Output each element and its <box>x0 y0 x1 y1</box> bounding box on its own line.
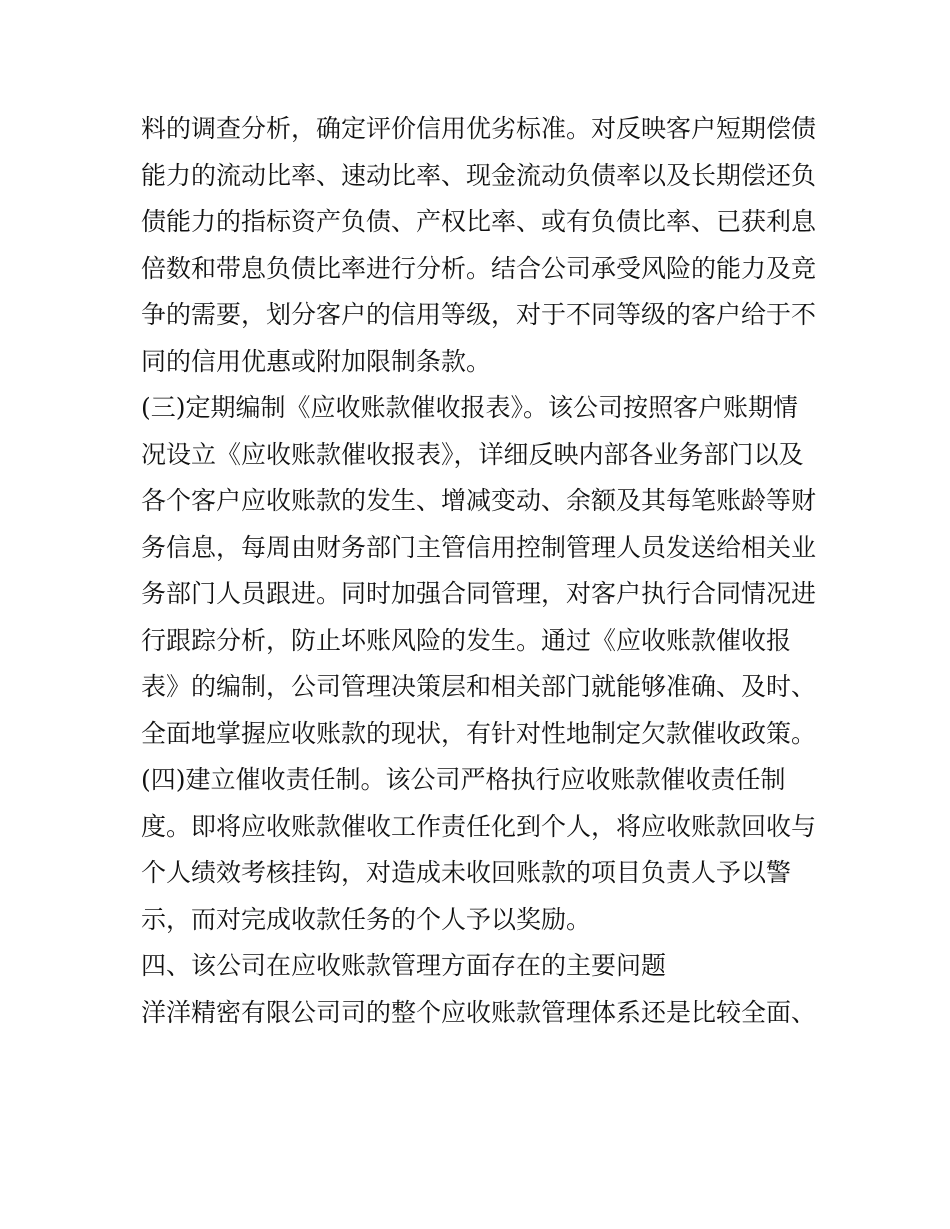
text-line: 争的需要，划分客户的信用等级，对于不同等级的客户给于不 <box>141 300 817 329</box>
text-line: 能力的流动比率、速动比率、现金流动负债率以及长期偿还负 <box>141 160 817 190</box>
text-line: 况设立《应收账款催收报表》，详细反映内部各业务部门以及 <box>141 439 804 469</box>
text-line: 洋洋精密有限公司司的整个应收账款管理体系还是比较全面、 <box>141 997 817 1027</box>
text-line: 同的信用优惠或附加限制条款。 <box>141 346 492 376</box>
text-line: 务部门人员跟进。同时加强合同管理，对客户执行合同情况进 <box>141 579 817 608</box>
text-line: 倍数和带息负债比率进行分析。结合公司承受风险的能力及竞 <box>141 253 817 283</box>
text-line: 示，而对完成收款任务的个人予以奖励。 <box>141 904 592 934</box>
document-body <box>141 106 817 1036</box>
text-line: 行跟踪分析，防止坏账风险的发生。通过《应收账款催收报 <box>141 625 792 655</box>
text-line: 务信息，每周由财务部门主管信用控制管理人员发送给相关业 <box>141 532 817 562</box>
text-line: 各个客户应收账款的发生、增减变动、余额及其每笔账龄等财 <box>141 486 817 515</box>
text-line: 料的调查分析，确定评价信用优劣标准。对反映客户短期偿债 <box>141 114 817 143</box>
text-line: 债能力的指标资产负债、产权比率、或有负债比率、已获利息 <box>141 207 817 236</box>
text-line: 全面地掌握应收账款的现状，有针对性地制定欠款催收政策。 <box>141 718 817 748</box>
text-line: 表》的编制，公司管理决策层和相关部门就能够准确、及时、 <box>141 672 817 701</box>
section-heading: 四、该公司在应收账款管理方面存在的主要问题 <box>141 951 667 980</box>
text-line: 个人绩效考核挂钩，对造成未收回账款的项目负责人予以警 <box>141 858 792 887</box>
section-three-line: (三)定期编制《应收账款催收报表》。该公司按照客户账期情 <box>141 393 799 422</box>
section-four-line: (四)建立催收责任制。该公司严格执行应收账款催收责任制 <box>141 765 786 794</box>
text-line: 度。即将应收账款催收工作责任化到个人，将应收账款回收与 <box>141 811 817 841</box>
